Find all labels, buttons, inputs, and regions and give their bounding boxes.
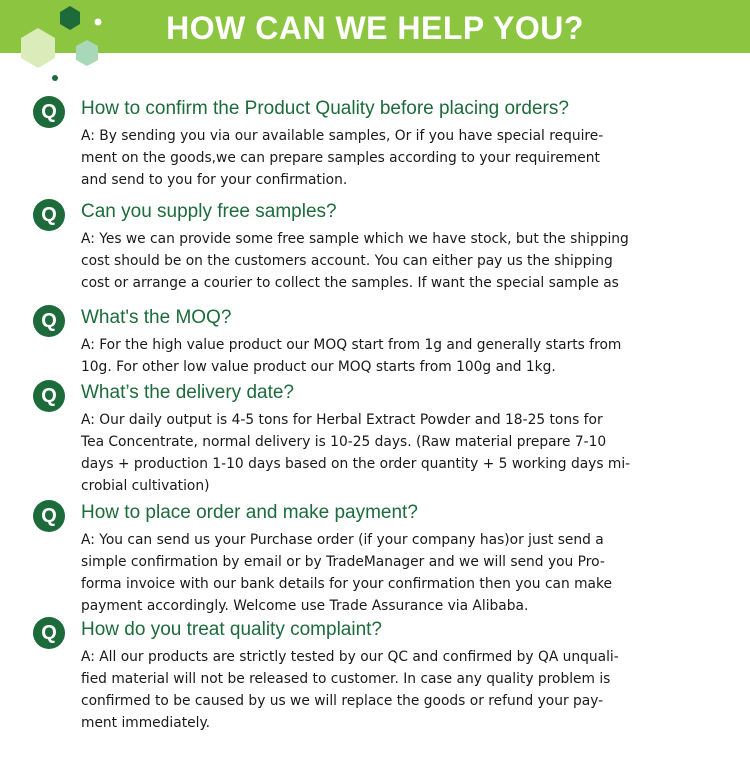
faq-answer bbox=[81, 228, 681, 294]
answer-line: days + production 1-10 days based on the order quantity + 5 working days mi- bbox=[81, 456, 631, 472]
faq-question: What's the MOQ? bbox=[81, 307, 232, 328]
q-badge-icon: Q bbox=[33, 199, 65, 231]
faq-question: How to place order and make payment? bbox=[81, 502, 418, 523]
answer-line: 10g. For other low value product our MOQ starts from 100g and 1kg. bbox=[81, 359, 556, 375]
page-title: HOW CAN WE HELP YOU? bbox=[166, 10, 584, 46]
answer-line: A: For the high value product our MOQ start from 1g and generally starts from bbox=[81, 337, 622, 353]
answer-line: A: Our daily output is 4-5 tons for Herbal Extract Powder and 18-25 tons for bbox=[81, 412, 603, 428]
q-badge-icon: Q bbox=[33, 617, 65, 649]
answer-line: crobial cultivation) bbox=[81, 478, 210, 494]
faq-answer bbox=[81, 334, 681, 378]
faq-question: Can you supply free samples? bbox=[81, 201, 337, 222]
answer-line: forma invoice with our bank details for your confirmation then you can make bbox=[81, 576, 612, 592]
q-badge-icon: Q bbox=[33, 305, 65, 337]
answer-line: A: You can send us your Purchase order (if your company has)or just send a bbox=[81, 532, 604, 548]
q-badge-icon: Q bbox=[33, 380, 65, 412]
answer-line: cost or arrange a courier to collect the samples. If want the special sample as bbox=[81, 275, 619, 291]
faq-question: What’s the delivery date? bbox=[81, 382, 294, 403]
answer-line: A: All our products are strictly tested by our QC and confirmed by QA unquali- bbox=[81, 649, 619, 665]
answer-line: A: Yes we can provide some free sample which we have stock, but the shipping bbox=[81, 231, 629, 247]
faq-question: How do you treat quality complaint? bbox=[81, 619, 382, 640]
answer-line: Tea Concentrate, normal delivery is 10-25 days. (Raw material prepare 7-10 bbox=[81, 434, 607, 450]
faq-answer bbox=[81, 409, 681, 497]
q-badge-icon: Q bbox=[33, 500, 65, 532]
answer-line: and send to you for your confirmation. bbox=[81, 172, 348, 188]
faq-answer bbox=[81, 529, 681, 617]
q-badge-icon: Q bbox=[33, 96, 65, 128]
answer-line: fied material will not be released to customer. In case any quality problem is bbox=[81, 671, 611, 687]
answer-line: payment accordingly. Welcome use Trade Assurance via Alibaba. bbox=[81, 598, 529, 614]
answer-line: confirmed to be caused by us we will replace the goods or refund your pay- bbox=[81, 693, 604, 709]
faq-question: How to confirm the Product Quality before placing orders? bbox=[81, 98, 569, 119]
answer-line: ment immediately. bbox=[81, 715, 211, 731]
faq-answer bbox=[81, 125, 681, 191]
answer-line: ment on the goods,we can prepare samples according to your requirement bbox=[81, 150, 600, 166]
faq-answer bbox=[81, 646, 681, 734]
answer-line: cost should be on the customers account. You can either pay us the shipping bbox=[81, 253, 613, 269]
answer-line: simple confirmation by email or by TradeManager and we will send you Pro- bbox=[81, 554, 605, 570]
answer-line: A: By sending you via our available samples, Or if you have special require- bbox=[81, 128, 604, 144]
